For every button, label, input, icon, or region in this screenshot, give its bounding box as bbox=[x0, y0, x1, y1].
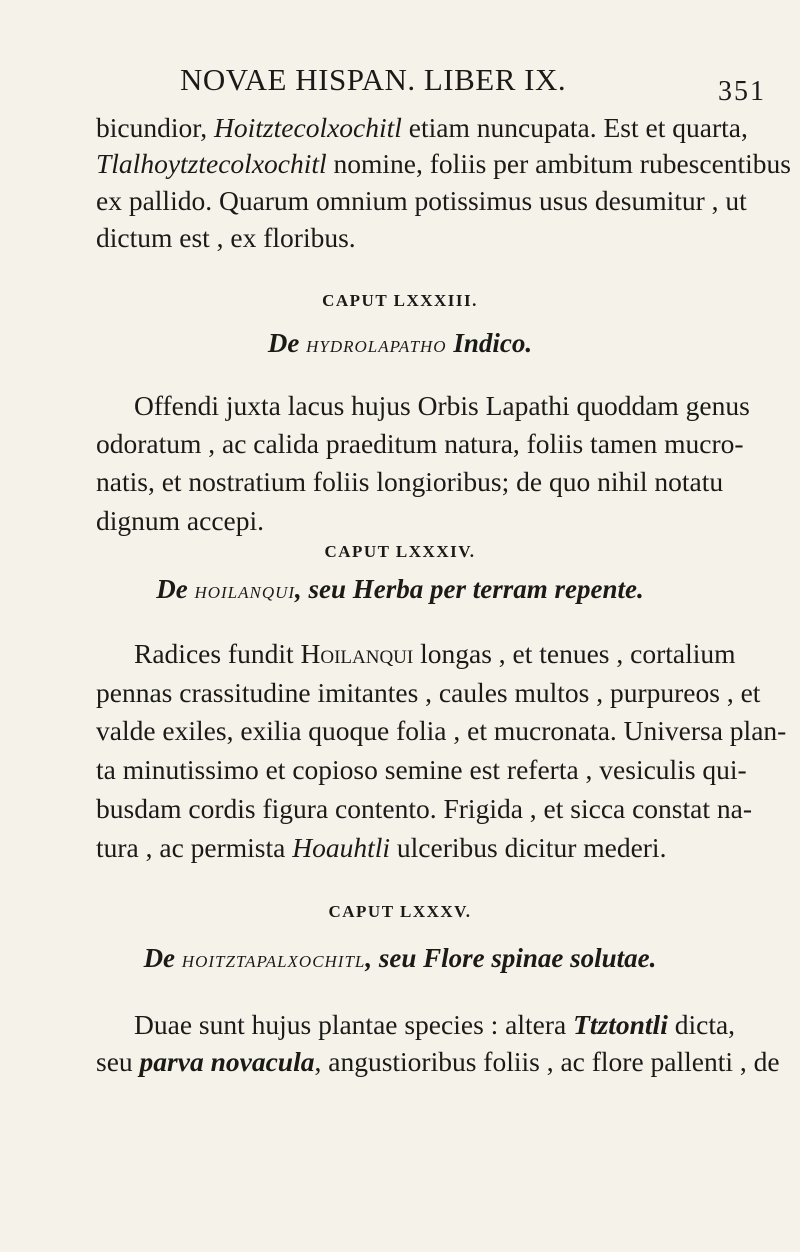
plant-name: Ttztontli bbox=[573, 1009, 668, 1040]
text-run: seu bbox=[96, 1046, 133, 1077]
heading-comma: , bbox=[365, 943, 373, 973]
intro-line-3: ex pallido. Quarum omnium potissimus usus desumitur , ut bbox=[96, 185, 747, 216]
caput-83-line-1: Offendi juxta lacus hujus Orbis Lapathi quoddam genus bbox=[134, 390, 750, 421]
caput-84-line-4: ta minutissimo et copioso semine est referta , vesiculis qui- bbox=[96, 754, 747, 785]
caput-85-line-2 bbox=[96, 1044, 780, 1080]
heading-rest: , seu Herba per terram repente. bbox=[295, 574, 644, 604]
text-run: , angustioribus foliis , ac flore pallenti , de bbox=[314, 1046, 780, 1077]
caput-83-label: CAPUT LXXXIII. bbox=[322, 291, 478, 310]
heading-plant-name: hoitztapalxochitl bbox=[181, 947, 366, 973]
running-head bbox=[0, 62, 800, 107]
text-run: bicundior, bbox=[96, 112, 208, 143]
caput-84-line-1 bbox=[134, 636, 736, 672]
page-number: 351 bbox=[718, 76, 766, 107]
heading-de: De bbox=[156, 574, 188, 604]
text-run: nomine, foliis per ambitum rubescentibus bbox=[333, 148, 792, 179]
plant-name: parva novacula bbox=[139, 1046, 315, 1077]
heading-de: De bbox=[267, 328, 300, 358]
caput-85-heading bbox=[0, 943, 800, 974]
plant-name: Hoilanqui bbox=[300, 638, 414, 669]
heading-de: De bbox=[143, 943, 176, 973]
text-run: Radices fundit bbox=[134, 638, 294, 669]
intro-line-2 bbox=[96, 146, 792, 182]
heading-plant-name: hoilanqui bbox=[194, 578, 296, 604]
caput-85-label: CAPUT LXXXV. bbox=[328, 902, 472, 921]
text-run: tura , ac permista bbox=[96, 832, 286, 863]
text-run: etiam nuncupata. Est et quarta, bbox=[408, 112, 748, 143]
caput-84-heading bbox=[0, 574, 800, 605]
plant-name: Tlalhoytztecolxochitl bbox=[96, 148, 327, 179]
heading-plant-name: hydrolapatho bbox=[306, 332, 447, 358]
caput-84-line-6 bbox=[96, 830, 708, 866]
plant-name: Hoitztecolxochitl bbox=[214, 112, 402, 143]
caput-84-line-3: valde exiles, exilia quoque folia , et mucronata. Universa plan- bbox=[96, 715, 787, 746]
text-run: dicta, bbox=[674, 1009, 736, 1040]
caput-84-line-2: pennas crassitudine imitantes , caules multos , purpureos , et bbox=[96, 677, 761, 708]
heading-rest: Indico. bbox=[453, 328, 533, 358]
text-run: ulceribus dicitur mederi. bbox=[396, 832, 667, 863]
caput-84-label: CAPUT LXXXIV. bbox=[324, 542, 476, 561]
caput-85-line-1 bbox=[134, 1007, 736, 1043]
caput-83-line-2: odoratum , ac calida praeditum natura, foliis tamen mucro- bbox=[96, 428, 744, 459]
heading-rest: seu Flore spinae solutae. bbox=[378, 943, 657, 973]
running-title: NOVAE HISPAN. LIBER IX. bbox=[180, 62, 567, 97]
caput-83-line-4: dignum accepi. bbox=[96, 505, 264, 536]
caput-84-line-5: busdam cordis figura contento. Frigida , et sicca constat na- bbox=[96, 793, 752, 824]
caput-83-heading bbox=[0, 328, 800, 359]
caput-83-line-3: natis, et nostratium foliis longioribus; de quo nihil notatu bbox=[96, 466, 724, 497]
intro-line-4: dictum est , ex floribus. bbox=[96, 222, 356, 253]
intro-line-1 bbox=[96, 110, 748, 146]
text-run: longas , et tenues , cortalium bbox=[420, 638, 736, 669]
plant-name: Hoauhtli bbox=[292, 832, 391, 863]
text-run: Duae sunt hujus plantae species : altera bbox=[134, 1009, 567, 1040]
